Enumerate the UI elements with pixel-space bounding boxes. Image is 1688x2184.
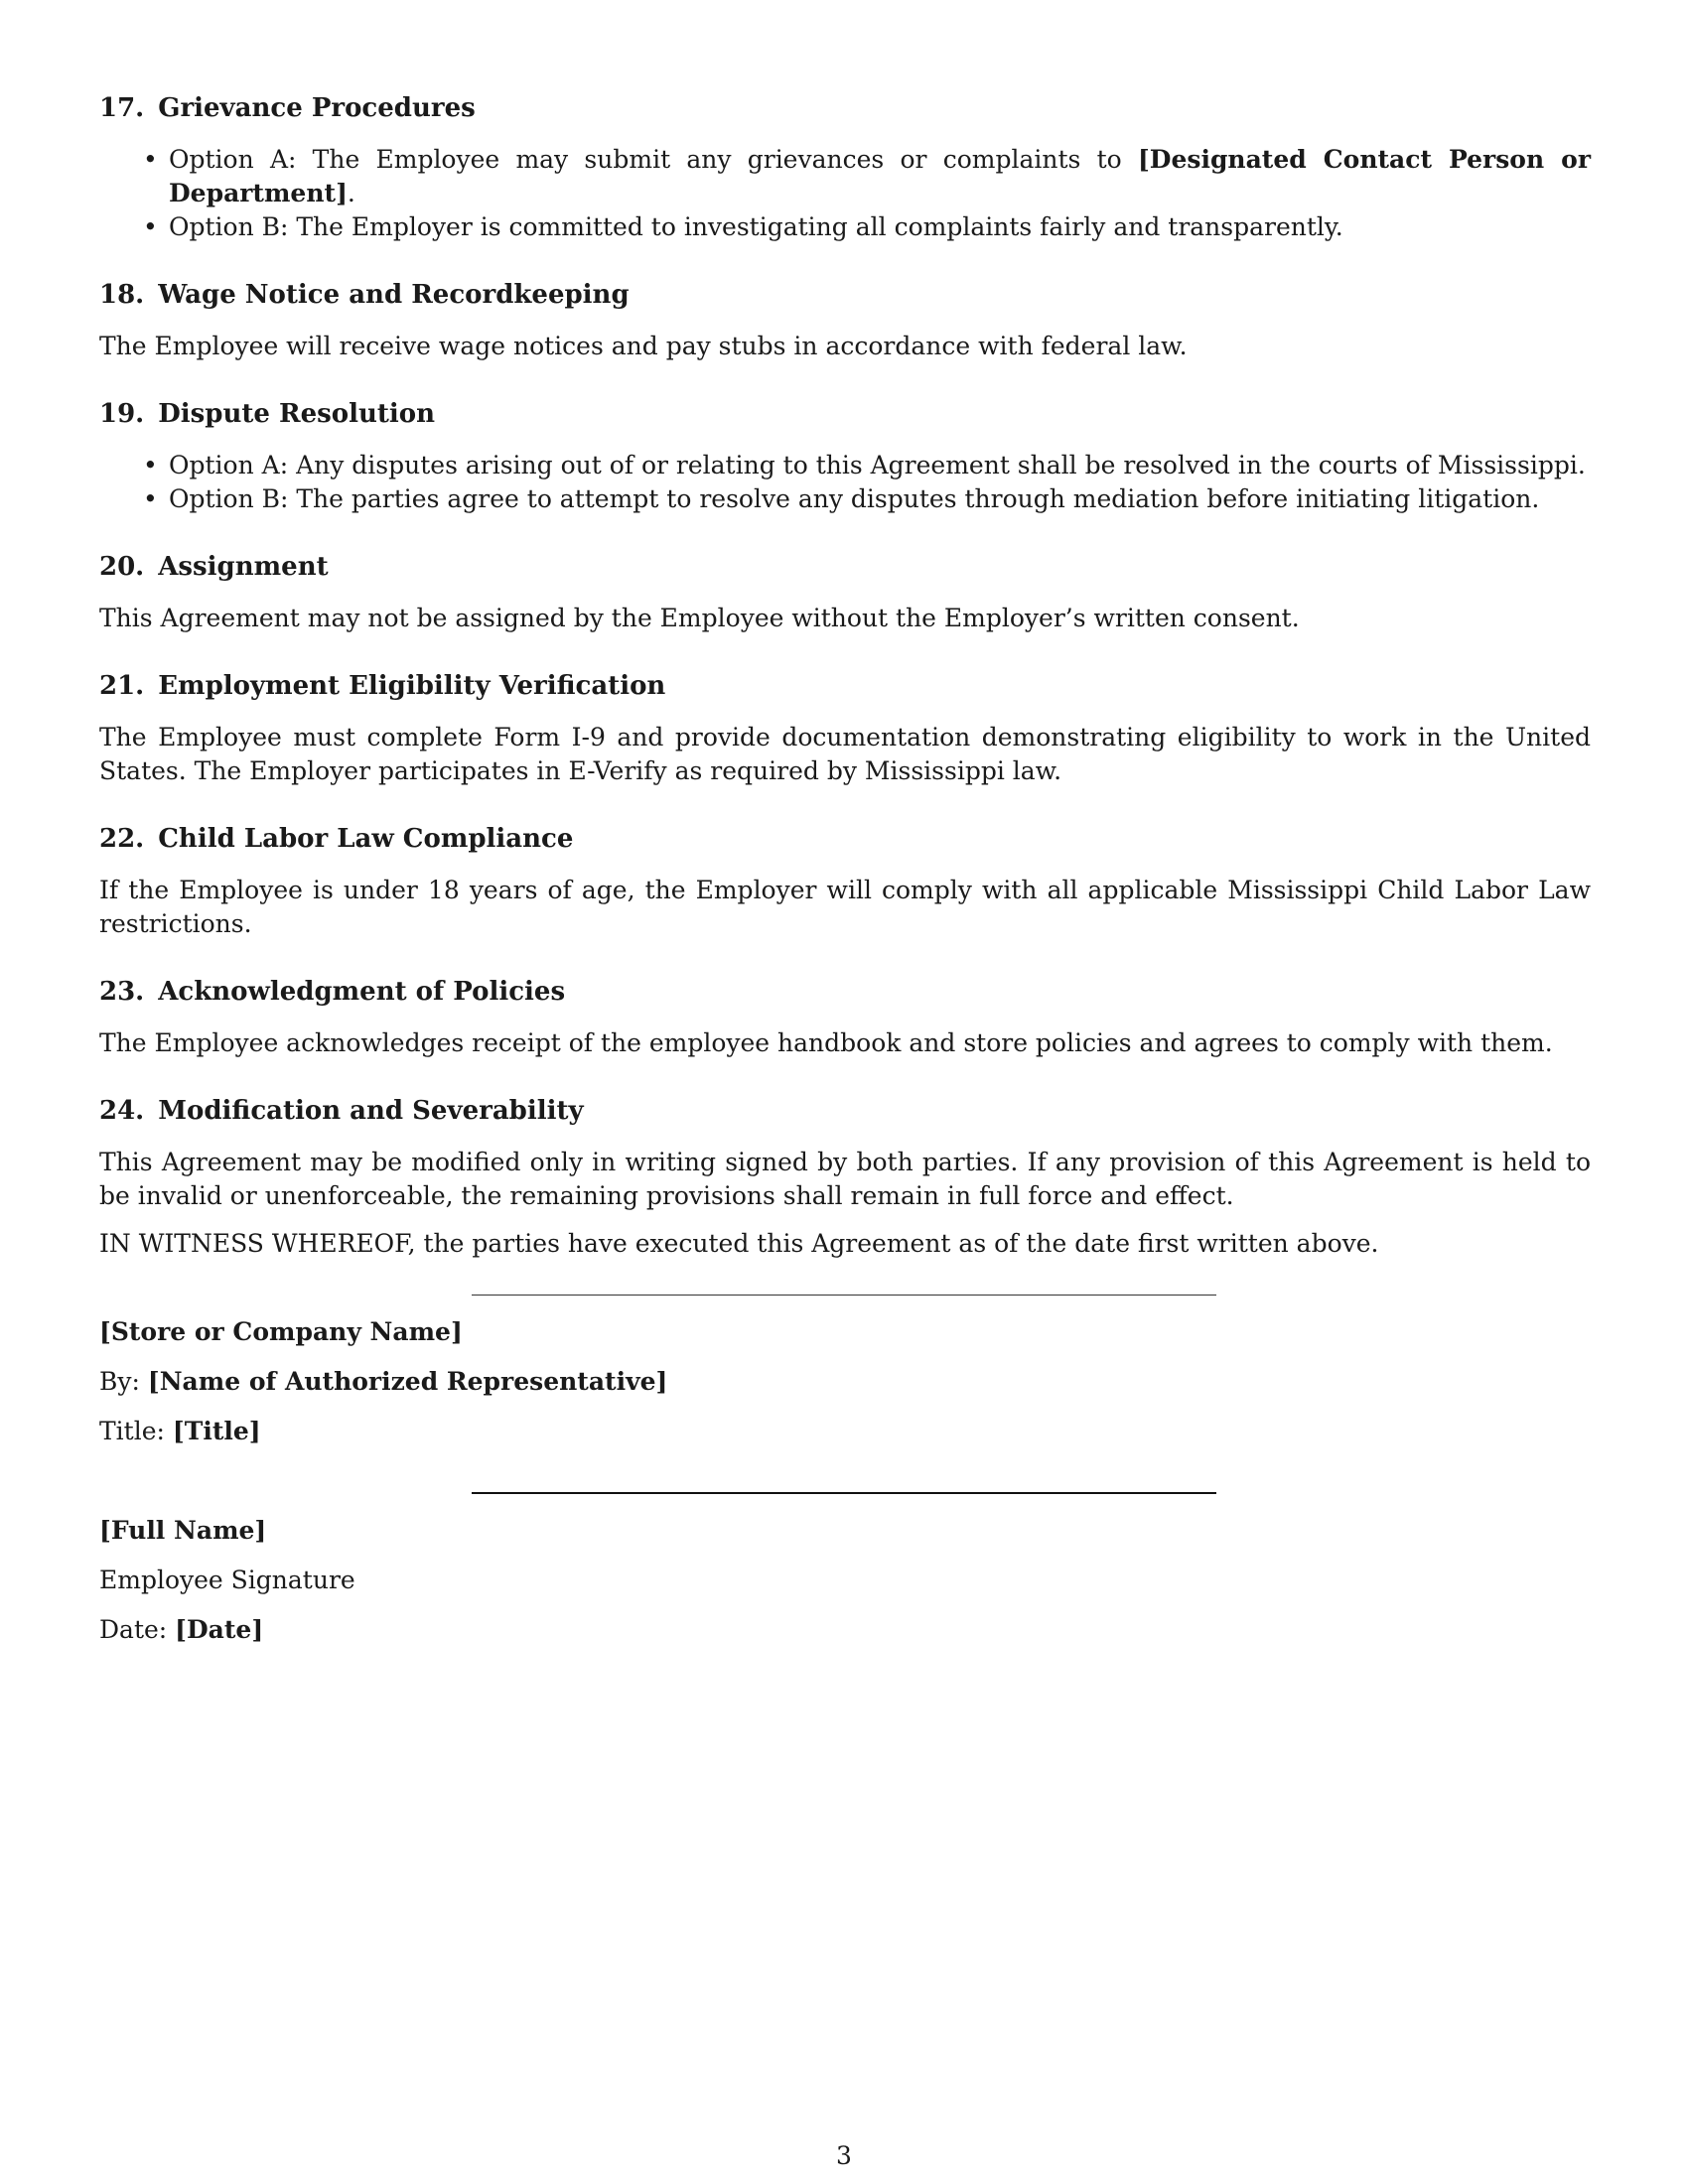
section-heading <box>99 669 1591 703</box>
section-number: 23. <box>99 977 145 1007</box>
witness-statement: IN WITNESS WHEREOF, the parties have executed this Agreement as of the date first written above. <box>99 1229 1379 1258</box>
section-title: Acknowledgment of Policies <box>158 977 566 1007</box>
employer-signature-line[interactable] <box>472 1295 1216 1296</box>
option-text: Option A: The Employee may submit any grievances or complaints to <box>169 145 1138 174</box>
date-line <box>99 1613 1591 1647</box>
option-item <box>169 210 1591 244</box>
section-body: The Employee must complete Form I-9 and provide documentation demonstrating eligibility to work in the United States. The Employer participates in E-Verify as required by Mississippi law. <box>99 723 1591 785</box>
title-label: Title: <box>99 1417 165 1445</box>
section-title: Dispute Resolution <box>158 399 436 429</box>
section-title: Modification and Severability <box>158 1096 584 1126</box>
section-number: 18. <box>99 280 145 310</box>
section-heading <box>99 397 1591 431</box>
option-item <box>169 143 1591 210</box>
section-body: The Employee will receive wage notices and pay stubs in accordance with federal law. <box>99 332 1188 360</box>
section-wage-notice <box>99 278 1591 363</box>
employee-name-field: [Full Name] <box>99 1516 267 1545</box>
section-title: Assignment <box>158 552 329 582</box>
by-label: By: <box>99 1367 140 1396</box>
section-child-labor <box>99 822 1591 941</box>
section-heading <box>99 278 1591 312</box>
section-number: 21. <box>99 671 145 701</box>
option-text: Option B: The Employer is committed to investigating all complaints fairly and transparently. <box>169 212 1343 241</box>
representative-line <box>99 1365 1591 1399</box>
employee-signature-block <box>99 1514 1591 1647</box>
section-acknowledgment <box>99 975 1591 1060</box>
employee-name-line <box>99 1514 1591 1548</box>
section-heading <box>99 91 1591 125</box>
section-modification <box>99 1094 1591 1213</box>
date-field: [Date] <box>175 1615 264 1644</box>
date-label: Date: <box>99 1615 168 1644</box>
representative-name-field: [Name of Authorized Representative] <box>147 1367 668 1396</box>
section-title: Wage Notice and Recordkeeping <box>158 280 630 310</box>
section-heading <box>99 822 1591 856</box>
title-line <box>99 1415 1591 1448</box>
option-item: • Option B: The parties agree to attempt to resolve any disputes through mediation before initiating litigation. <box>169 482 1591 516</box>
title-field: [Title] <box>172 1417 261 1445</box>
section-body: This Agreement may not be assigned by the Employee without the Employer’s written consent. <box>99 604 1300 632</box>
option-list <box>99 449 1591 516</box>
company-name-line <box>99 1315 1591 1349</box>
section-grievance-procedures <box>99 91 1591 244</box>
section-assignment <box>99 550 1591 635</box>
section-heading <box>99 550 1591 584</box>
employee-signature-caption: Employee Signature <box>99 1566 355 1594</box>
option-item: • Option A: Any disputes arising out of or relating to this Agreement shall be resolved in the courts of Mississippi. <box>169 449 1591 482</box>
section-title: Child Labor Law Compliance <box>158 824 574 854</box>
section-number: 20. <box>99 552 145 582</box>
section-body: This Agreement may be modified only in writing signed by both parties. If any provision of this Agreement is held to be invalid or unenforceable, the remaining provisions shall remain in full force and effect. <box>99 1148 1591 1210</box>
page-number: 3 <box>836 2141 852 2170</box>
section-number: 17. <box>99 93 145 123</box>
employee-signature-line[interactable] <box>472 1492 1216 1494</box>
section-number: 24. <box>99 1096 145 1126</box>
section-dispute-resolution <box>99 397 1591 516</box>
placeholder-field: [Designated Contact Person or Department] <box>169 145 1591 207</box>
section-heading <box>99 975 1591 1009</box>
employer-signature-block <box>99 1315 1591 1448</box>
section-body: The Employee acknowledges receipt of the employee handbook and store policies and agrees to comply with them. <box>99 1028 1553 1057</box>
section-body: If the Employee is under 18 years of age, the Employer will comply with all applicable Mississippi Child Labor Law restrictions. <box>99 876 1591 938</box>
section-title: Employment Eligibility Verification <box>158 671 666 701</box>
section-number: 19. <box>99 399 145 429</box>
company-name-field: [Store or Company Name] <box>99 1317 463 1346</box>
document-page <box>99 91 1591 1691</box>
section-heading <box>99 1094 1591 1128</box>
section-employment-eligibility <box>99 669 1591 788</box>
section-title: Grievance Procedures <box>158 93 476 123</box>
option-list <box>99 143 1591 244</box>
option-text-suffix: . <box>347 179 355 207</box>
section-number: 22. <box>99 824 145 854</box>
